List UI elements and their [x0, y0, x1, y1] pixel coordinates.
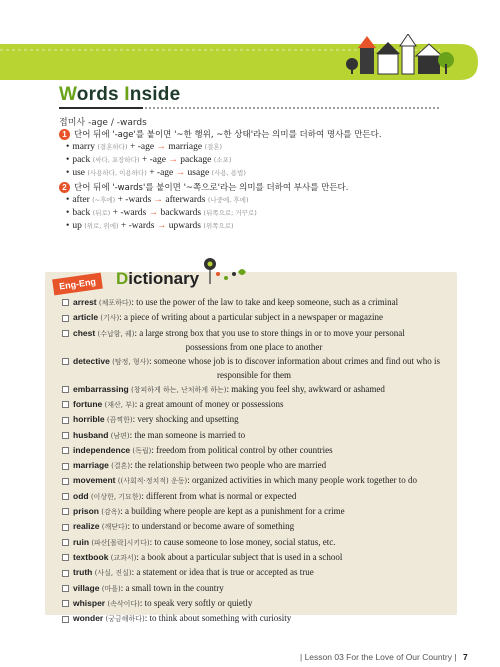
- headword: whisper: [73, 597, 106, 608]
- checkbox-icon: [62, 417, 69, 424]
- definition: : making you feel shy, awkward or ashamed: [226, 383, 385, 394]
- definition: : different from what is normal or expected: [141, 490, 297, 501]
- dictionary-entry: [62, 444, 446, 458]
- headword: wonder: [73, 613, 104, 624]
- headword: article: [73, 312, 99, 323]
- definition: : a book about a particular subject that is used in a school: [136, 551, 343, 562]
- checkbox-icon: [62, 299, 69, 306]
- headword: movement: [73, 475, 116, 486]
- checkbox-icon: [62, 616, 69, 623]
- headword: textbook: [73, 551, 109, 562]
- korean-gloss: (창피하게 하는, 난처하게 하는): [131, 385, 227, 394]
- korean-gloss: (교과서): [110, 553, 137, 562]
- example-row: • use (사용하다, 이용하다) + -age → usage (사용, 용법): [66, 168, 246, 178]
- korean-gloss: (속삭이다): [107, 599, 140, 608]
- definition: : a piece of writing about a particular subject in a newspaper or magazine: [119, 312, 383, 323]
- korean-gloss: (체포하다): [98, 299, 132, 307]
- headword: fortune: [73, 398, 103, 409]
- dictionary-entry: [62, 327, 446, 354]
- headword: prison: [73, 506, 99, 516]
- section-number-badge: 1: [59, 129, 70, 140]
- korean-gloss: (결혼): [111, 462, 131, 471]
- dictionary-entry: [62, 429, 446, 443]
- dictionary-entry: [62, 474, 446, 488]
- affix-heading: 접미사 -age / -wards: [59, 118, 147, 128]
- dictionary-entry: [62, 490, 446, 504]
- korean-gloss: (사실, 진실): [94, 569, 132, 578]
- definition: : organized activities in which many people work together to do: [187, 475, 418, 486]
- headword: marriage: [73, 460, 109, 471]
- dictionary-entry: [62, 520, 446, 534]
- header-banner-illustration: [0, 34, 500, 90]
- headword: arrest: [73, 297, 97, 307]
- section-2-heading: 2 단어 뒤에 '-wards'를 붙이면 '~쪽으로'라는 의미를 더하여 부사를 만든다.: [59, 181, 348, 193]
- checkbox-icon: [62, 554, 69, 561]
- korean-gloss: (깨닫다): [101, 523, 128, 532]
- definition: : a great amount of money or possessions: [134, 398, 284, 409]
- dictionary-entry: [62, 612, 446, 626]
- korean-gloss: ((사회적·정치적) 운동): [117, 477, 188, 486]
- example-row: • up (위로, 위에) + -wards → upwards (위쪽으로): [66, 221, 234, 231]
- section-1-heading: 1 단어 뒤에 '-age'를 붙이면 '~한 행위, ~한 상태'라는 의미를 더하여 명사를 만든다.: [59, 128, 382, 140]
- korean-gloss: (파산[몰락]시키다): [91, 538, 150, 547]
- headword: realize: [73, 521, 100, 532]
- checkbox-icon: [62, 401, 69, 408]
- definition: : the man someone is married to: [129, 429, 246, 440]
- headword: village: [73, 582, 100, 593]
- checkbox-icon: [62, 570, 69, 577]
- definition: : to cause someone to lose money, social status, etc.: [149, 536, 336, 547]
- definition: : the relationship between two people who are married: [130, 460, 327, 471]
- dictionary-entry: [62, 459, 446, 473]
- korean-gloss: (기사): [100, 314, 120, 323]
- checkbox-icon: [62, 432, 69, 439]
- section-number-badge: 2: [59, 182, 70, 193]
- dictionary-entry: [62, 505, 446, 519]
- headword: chest: [73, 327, 96, 338]
- definition: : to speak very softly or quietly: [139, 597, 253, 608]
- checkbox-icon: [62, 478, 69, 485]
- checkbox-icon: [62, 315, 69, 322]
- definition: : freedom from political control by other countries: [151, 444, 333, 455]
- definition-continued: possessions from one place to another: [185, 341, 323, 352]
- dictionary-entry: [62, 398, 446, 412]
- checkbox-icon: [62, 539, 69, 546]
- korean-gloss: (독립): [132, 446, 152, 455]
- dotted-divider: [145, 107, 439, 111]
- headword: odd: [73, 490, 89, 501]
- korean-gloss: (재산, 부): [104, 400, 135, 409]
- definition: : a large strong box that you use to store things in or to move your personal: [134, 327, 405, 338]
- korean-gloss: (탐정, 형사): [112, 357, 150, 366]
- korean-gloss: (이상한, 기묘한): [90, 492, 142, 501]
- checkbox-icon: [62, 447, 69, 454]
- checkbox-icon: [62, 493, 69, 500]
- checkbox-icon: [62, 386, 69, 393]
- headword: ruin: [73, 536, 90, 547]
- example-row: • after (~후에) + -wards → afterwards (나중에, 후에): [66, 195, 249, 205]
- title-underline: [59, 107, 143, 109]
- example-row: • pack (싸다, 포장하다) + -age → package (소포): [66, 155, 232, 165]
- dictionary-title: Dictionary: [116, 269, 200, 288]
- checkbox-icon: [62, 463, 69, 470]
- dictionary-entry: [62, 413, 446, 427]
- definition: : to understand or become aware of something: [127, 521, 295, 532]
- dictionary-entry: [62, 597, 446, 611]
- example-row: • marry (결혼하다) + -age → marriage (결혼): [66, 142, 223, 152]
- page-footer: | Lesson 03 For the Love of Our Country | 7: [300, 652, 468, 662]
- korean-gloss: (궁금해하다): [105, 615, 145, 624]
- korean-gloss: (수납함, 궤): [97, 329, 135, 338]
- definition: : a small town in the country: [120, 582, 224, 593]
- dictionary-entry: [62, 355, 446, 382]
- lesson-title: Lesson 03 For the Love of Our Country: [304, 652, 452, 662]
- dictionary-entry: [62, 536, 446, 550]
- definition: : to use the power of the law to take and keep someone, such as a criminal: [131, 297, 399, 307]
- dictionary-entry: [62, 296, 446, 310]
- words-inside-title: Words Inside: [59, 84, 181, 105]
- headword: truth: [73, 567, 93, 578]
- korean-gloss: (남편): [110, 431, 130, 440]
- dictionary-entry: [62, 383, 446, 397]
- checkbox-icon: [62, 330, 69, 337]
- definition: : someone whose job is to discover information about crimes and find out who is: [149, 355, 441, 366]
- checkbox-icon: [62, 600, 69, 607]
- definition: : very shocking and upsetting: [132, 414, 239, 425]
- korean-gloss: (감옥): [101, 508, 121, 516]
- definition: : a building where people are kept as a punishment for a crime: [120, 506, 345, 516]
- headword: horrible: [73, 414, 105, 425]
- korean-gloss: (끔찍한): [106, 416, 133, 425]
- headword: husband: [73, 429, 109, 440]
- korean-gloss: (마을): [101, 584, 121, 593]
- checkbox-icon: [62, 358, 69, 365]
- definition: : to think about something with curiosity: [144, 613, 292, 624]
- definition: : a statement or idea that is true or accepted as true: [131, 567, 314, 578]
- dictionary-entry: [62, 582, 446, 596]
- headword: detective: [73, 355, 110, 366]
- page-number: 7: [462, 652, 468, 662]
- dictionary-entry: [62, 566, 446, 580]
- dictionary-entry: [62, 551, 446, 565]
- checkbox-icon: [62, 585, 69, 592]
- example-row: • back (뒤로) + -wards → backwards (뒤쪽으로; 거꾸로): [66, 208, 257, 218]
- definition-continued: responsible for them: [217, 369, 291, 380]
- dictionary-entry: [62, 311, 446, 325]
- checkbox-icon: [62, 524, 69, 531]
- checkbox-icon: [62, 508, 69, 515]
- headword: independence: [73, 444, 131, 455]
- eng-eng-badge: Eng-Eng: [52, 273, 103, 296]
- headword: embarrassing: [73, 383, 129, 394]
- flower-doodle-icon: [196, 252, 256, 286]
